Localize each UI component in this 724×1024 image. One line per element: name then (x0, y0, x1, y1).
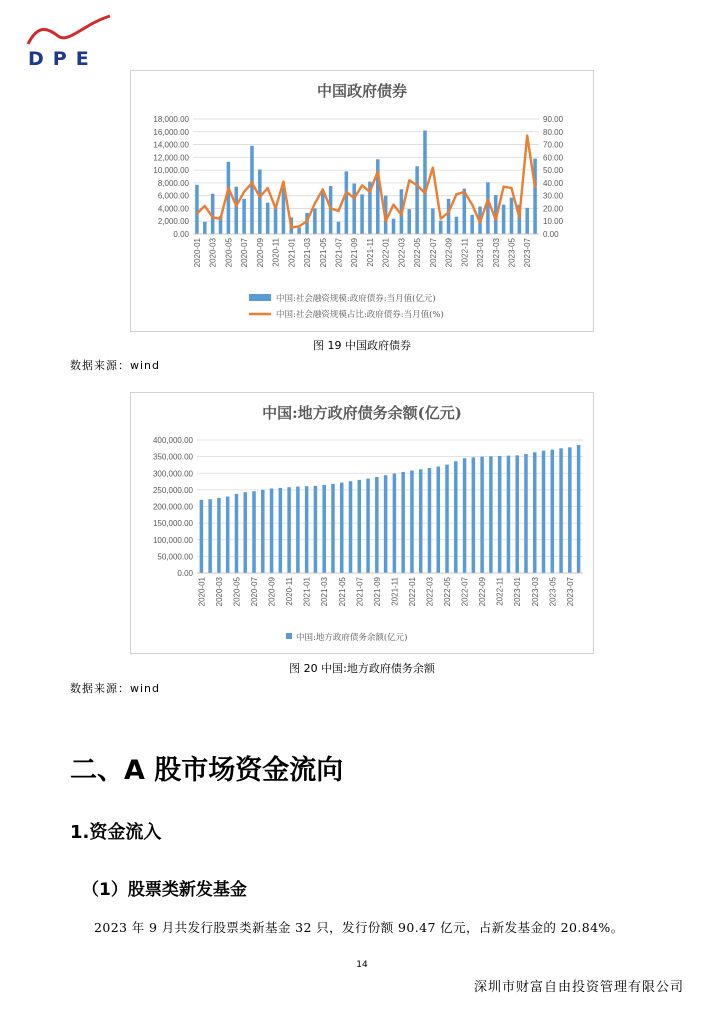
x-tick-label: 2020-09 (255, 238, 265, 268)
y-left-tick-label: 10,000.00 (153, 166, 189, 176)
bar (447, 199, 451, 234)
bar (455, 217, 459, 234)
y-tick-label: 100,000.00 (152, 535, 193, 545)
x-tick-label: 2023-07 (523, 238, 533, 268)
y-right-tick-label: 30.00 (543, 191, 564, 201)
x-tick-label: 2020-01 (192, 238, 202, 268)
bar (217, 498, 221, 573)
bar (287, 487, 291, 573)
y-left-tick-label: 8,000.00 (157, 178, 189, 188)
bar (486, 182, 490, 234)
x-tick-label: 2020-03 (208, 238, 218, 268)
y-right-tick-label: 80.00 (543, 127, 564, 137)
bar (274, 207, 278, 234)
x-tick-label: 2022-09 (444, 238, 454, 268)
bar (313, 208, 317, 234)
bar (472, 457, 476, 573)
bar (577, 445, 581, 573)
bar (297, 228, 301, 234)
x-tick-label: 2021-03 (320, 577, 330, 607)
bar (340, 483, 344, 573)
bar (208, 499, 212, 573)
x-tick-label: 2020-05 (224, 238, 234, 268)
legend-label: 中国:地方政府债务余额(亿元) (296, 633, 408, 643)
x-tick-label: 2021-05 (318, 238, 328, 268)
legend-bar-swatch (249, 294, 271, 301)
bar (234, 187, 238, 234)
bar (407, 209, 411, 234)
x-tick-label: 2022-07 (428, 238, 438, 268)
section-heading: 二、A 股市场资金流向 (70, 755, 344, 786)
y-left-tick-label: 18,000.00 (153, 115, 189, 124)
bar (415, 166, 419, 234)
legend-line-label: 中国:社会融资规模占比:政府债券:当月值(%) (276, 310, 444, 320)
bar (568, 447, 572, 573)
bar (533, 452, 537, 573)
x-tick-label: 2020-07 (240, 238, 250, 268)
bar (252, 491, 256, 573)
x-tick-label: 2023-07 (565, 577, 575, 607)
bar (559, 448, 563, 573)
bar (261, 490, 265, 573)
bar (352, 184, 356, 234)
bar (393, 474, 397, 573)
bar (322, 485, 326, 573)
bar (401, 472, 405, 573)
bar (305, 486, 309, 573)
logo-swoosh (28, 16, 110, 44)
x-tick-label: 2022-05 (413, 238, 423, 268)
line-series (197, 136, 535, 228)
chart2-caption: 图 20 中国:地方政府债务余额 (289, 662, 435, 675)
chart-title: 中国:地方政府债务余额(亿元) (262, 404, 462, 422)
x-tick-label: 2022-03 (397, 238, 407, 268)
x-tick-label: 2022-07 (460, 577, 470, 607)
x-tick-label: 2021-07 (355, 577, 365, 607)
bar (498, 456, 502, 573)
y-right-tick-label: 20.00 (543, 204, 564, 214)
x-tick-label: 2022-01 (407, 577, 417, 607)
bar (502, 205, 506, 234)
x-tick-label: 2021-07 (334, 238, 344, 268)
bar (463, 458, 467, 573)
y-right-tick-label: 40.00 (543, 178, 564, 188)
y-right-tick-label: 70.00 (543, 140, 564, 150)
y-tick-label: 50,000.00 (157, 552, 193, 562)
local-government-debt-chart-svg (131, 393, 593, 653)
x-tick-label: 2020-01 (197, 577, 207, 607)
bar (227, 162, 231, 234)
bar (345, 171, 349, 234)
y-left-tick-label: 14,000.00 (153, 140, 189, 150)
y-right-tick-label: 50.00 (543, 166, 564, 176)
x-tick-label: 2021-09 (350, 238, 360, 268)
bar (270, 489, 274, 573)
x-tick-label: 2020-07 (250, 577, 260, 607)
bar (366, 479, 370, 573)
page-number: 14 (356, 960, 368, 970)
body-paragraph: 2023 年 9 月共发行股票类新基金 32 只，发行份额 90.47 亿元，占新发基金的 20.84%。 (94, 920, 624, 935)
legend-swatch (286, 633, 292, 639)
bar (489, 456, 493, 573)
bar (235, 494, 239, 573)
government-bond-chart (130, 70, 594, 332)
sub-subsection-heading: （1）股票类新发基金 (82, 880, 247, 900)
government-bond-chart-svg (131, 71, 593, 331)
chart1-caption: 图 19 中国政府债券 (313, 339, 411, 352)
y-tick-label: 250,000.00 (152, 485, 193, 495)
x-tick-label: 2020-11 (285, 577, 295, 606)
bar (296, 487, 300, 573)
y-left-tick-label: 4,000.00 (157, 204, 189, 214)
x-tick-label: 2022-05 (443, 577, 453, 607)
x-tick-label: 2022-11 (460, 238, 470, 267)
bar (331, 484, 335, 573)
local-government-debt-chart (130, 392, 594, 654)
x-tick-label: 2022-11 (495, 577, 505, 606)
bar (419, 469, 423, 573)
x-tick-label: 2021-01 (302, 577, 312, 607)
bar (470, 215, 474, 234)
y-tick-label: 0.00 (177, 569, 193, 578)
y-tick-label: 150,000.00 (152, 519, 193, 529)
y-left-tick-label: 6,000.00 (157, 191, 189, 201)
bar (250, 146, 254, 234)
bar (454, 461, 458, 573)
y-left-tick-label: 16,000.00 (153, 127, 189, 137)
bar (360, 194, 364, 234)
footer-company-name: 深圳市财富自由投资管理有限公司 (473, 980, 684, 995)
bar (510, 198, 514, 234)
bar (439, 221, 443, 234)
x-tick-label: 2020-05 (232, 577, 242, 607)
bar (392, 219, 396, 234)
y-right-tick-label: 60.00 (543, 153, 564, 163)
y-right-tick-label: 10.00 (543, 217, 564, 227)
bar (321, 191, 325, 234)
legend-bar-label: 中国:社会融资规模:政府债券:当月值(亿元) (276, 294, 436, 304)
y-right-tick-label: 0.00 (543, 230, 559, 239)
subsection-heading: 1.资金流入 (70, 822, 162, 843)
bar (258, 169, 262, 234)
x-tick-label: 2023-03 (530, 577, 540, 607)
x-tick-label: 2020-11 (271, 238, 281, 267)
x-tick-label: 2023-03 (491, 238, 501, 268)
x-tick-label: 2023-01 (513, 577, 523, 607)
x-tick-label: 2023-05 (507, 238, 517, 268)
y-right-tick-label: 90.00 (543, 115, 564, 124)
bar (431, 208, 435, 234)
chart-title: 中国政府债券 (316, 82, 408, 100)
bar (337, 222, 341, 234)
chart2-source: 数据来源：wind (70, 682, 161, 695)
x-tick-label: 2020-09 (267, 577, 277, 607)
bar (266, 203, 270, 234)
y-tick-label: 300,000.00 (152, 469, 193, 479)
bar (314, 486, 318, 573)
bar (525, 208, 529, 234)
bar (542, 451, 546, 573)
x-tick-label: 2020-03 (214, 577, 224, 607)
y-left-tick-label: 12,000.00 (153, 153, 189, 163)
x-tick-label: 2021-09 (372, 577, 382, 607)
y-tick-label: 400,000.00 (152, 436, 193, 445)
bar (436, 467, 440, 573)
bar (349, 481, 353, 573)
bar (428, 468, 432, 573)
bar (242, 199, 246, 234)
bar (243, 492, 247, 573)
y-tick-label: 350,000.00 (152, 452, 193, 462)
x-tick-label: 2021-11 (365, 238, 375, 267)
x-tick-label: 2021-11 (390, 577, 400, 606)
y-left-tick-label: 0.00 (173, 230, 189, 239)
y-tick-label: 200,000.00 (152, 502, 193, 512)
x-tick-label: 2022-01 (381, 238, 391, 268)
bar (423, 131, 427, 235)
logo-text: DPE (28, 48, 98, 70)
x-tick-label: 2021-01 (287, 238, 297, 268)
bar (226, 497, 230, 573)
bar (384, 475, 388, 573)
bar (203, 222, 207, 234)
y-left-tick-label: 2,000.00 (157, 217, 189, 227)
x-tick-label: 2023-01 (476, 238, 486, 268)
bar (195, 185, 199, 234)
bar (507, 456, 511, 573)
bar (480, 457, 484, 573)
chart1-source: 数据来源：wind (70, 359, 161, 372)
x-tick-label: 2023-05 (548, 577, 558, 607)
x-tick-label: 2021-03 (303, 238, 313, 268)
bar (524, 454, 528, 573)
bar (279, 488, 283, 573)
bar (533, 159, 537, 234)
bar (515, 455, 519, 573)
bar (410, 471, 414, 573)
x-tick-label: 2021-05 (337, 577, 347, 607)
bar (200, 500, 204, 573)
bar (375, 477, 379, 573)
bar (358, 480, 362, 573)
bar (445, 465, 449, 573)
x-tick-label: 2022-03 (425, 577, 435, 607)
x-tick-label: 2022-09 (478, 577, 488, 607)
bar (551, 450, 555, 573)
